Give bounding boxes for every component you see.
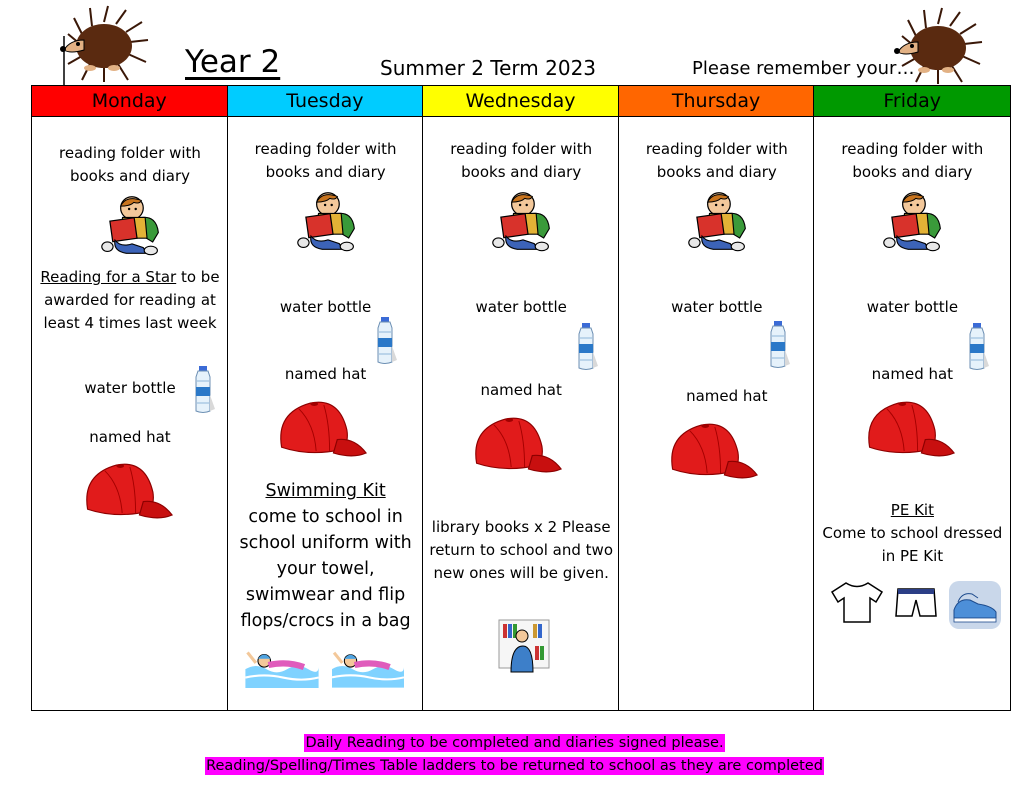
water-bottle-text: water bottle — [475, 298, 567, 316]
day-header-wednesday: Wednesday — [423, 86, 618, 117]
day-header-friday: Friday — [814, 86, 1010, 117]
reading-boy-icon — [685, 190, 751, 252]
column-thursday — [619, 86, 815, 710]
reading-folder-text: reading folder with books and diary — [254, 140, 397, 181]
column-wednesday — [423, 86, 619, 710]
reading-folder-text: reading folder with books and diary — [645, 140, 788, 181]
column-tuesday — [228, 86, 424, 710]
pe-kit-text: Come to school dressed in PE Kit — [822, 524, 1003, 565]
red-cap-icon — [860, 394, 956, 464]
named-hat-text: named hat — [871, 365, 954, 383]
reading-boy-icon — [294, 190, 360, 252]
water-bottle-text: water bottle — [279, 298, 372, 316]
flag-pole-icon — [60, 36, 68, 86]
swimming-kit-text: come to school in school uniform with your towel, swimwear and flip flops/crocs in a bag — [239, 507, 412, 631]
water-bottle-icon — [573, 322, 599, 372]
reading-folder-text: reading folder with books and diary — [59, 144, 201, 185]
term-label: Summer 2 Term 2023 — [380, 56, 597, 80]
reading-boy-icon — [880, 190, 946, 252]
day-header-thursday: Thursday — [619, 86, 814, 117]
water-bottle-icon — [765, 320, 791, 370]
named-hat-text: named hat — [284, 365, 367, 383]
column-friday — [814, 86, 1010, 710]
page-title: Year 2 — [185, 44, 281, 80]
water-bottle-text: water bottle — [671, 298, 763, 316]
swimming-kit-title: Swimming Kit — [265, 481, 386, 501]
shorts-icon — [894, 586, 938, 620]
red-cap-icon — [467, 410, 563, 480]
hedgehog-left-icon — [60, 4, 152, 84]
named-hat-text: named hat — [686, 387, 768, 405]
water-bottle-text: water bottle — [84, 379, 176, 397]
reading-folder-text: reading folder with books and diary — [841, 140, 984, 181]
trainers-icon — [948, 580, 1002, 630]
footer-note-2: Reading/Spelling/Times Table ladders to be returned to school as they are completed — [206, 758, 823, 774]
reading-boy-icon — [98, 194, 164, 256]
red-cap-icon — [663, 416, 759, 486]
named-hat-text: named hat — [480, 381, 562, 399]
day-header-monday: Monday — [32, 86, 227, 117]
day-header-tuesday: Tuesday — [228, 86, 423, 117]
water-bottle-text: water bottle — [866, 298, 959, 316]
pe-kit-title: PE Kit — [890, 501, 934, 519]
named-hat-text: named hat — [89, 428, 171, 446]
water-bottle-icon — [190, 364, 216, 416]
remember-label: Please remember your… — [692, 58, 915, 79]
reading-for-star-text: Reading for a Star to be awarded for reading at least 4 times last week — [40, 268, 220, 332]
footer-note-1: Daily Reading to be completed and diaries signed please. — [305, 735, 724, 751]
column-monday — [32, 86, 228, 710]
reading-folder-text: reading folder with books and diary — [450, 140, 593, 181]
water-bottle-icon — [372, 316, 398, 366]
red-cap-icon — [78, 456, 174, 526]
reading-boy-icon — [489, 190, 555, 252]
swimmer-icon — [244, 642, 320, 688]
red-cap-icon — [272, 394, 368, 464]
swimmer-icon — [332, 642, 404, 688]
weekly-grid — [31, 85, 1011, 711]
library-books-text: library books x 2 Please return to school and two new ones will be given. — [429, 518, 613, 582]
librarian-icon — [497, 618, 551, 674]
tshirt-icon — [828, 580, 886, 624]
